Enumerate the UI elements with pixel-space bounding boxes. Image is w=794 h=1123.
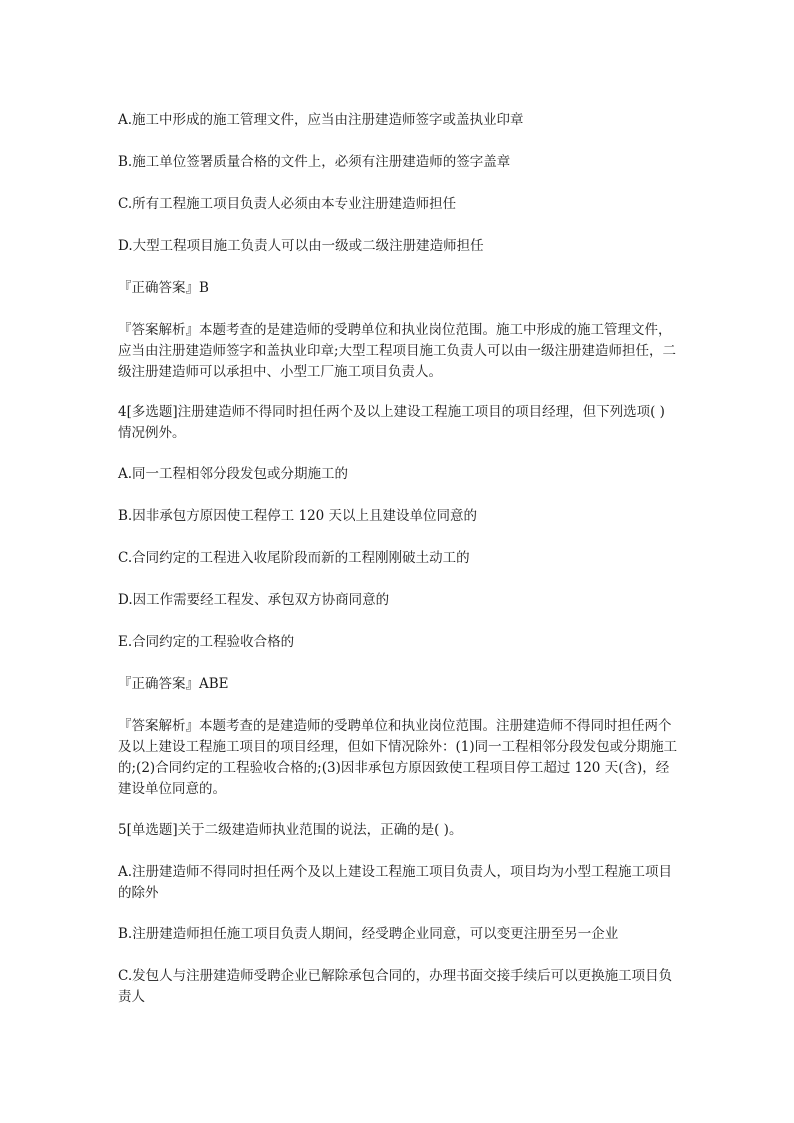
q5-option-a: A.注册建造师不得同时担任两个及以上建设工程施工项目负责人，项目均为小型工程施工项目的除外 [118, 864, 673, 901]
q3-option-a: A.施工中形成的施工管理文件，应当由注册建造师签字或盖执业印章 [118, 112, 524, 128]
q4-option-d: D.因工作需要经工程发、承包双方协商同意的 [118, 592, 390, 608]
q3-option-d: D.大型工程项目施工负责人可以由一级或二级注册建造师担任 [118, 238, 484, 254]
q4-question: 4[多选题]注册建造师不得同时担任两个及以上建设工程施工项目的项目经理，但下列选项( )情况例外。 [118, 404, 665, 441]
q5-option-c: C.发包人与注册建造师受聘企业已解除承包合同的，办理书面交接手续后可以更换施工项目负责人 [118, 968, 673, 1005]
q3-answer: 『正确答案』B [118, 280, 209, 296]
q5-question: 5[单选题]关于二级建造师执业范围的说法，正确的是( )。 [118, 822, 463, 838]
q4-option-b: B.因非承包方原因使工程停工 120 天以上且建设单位同意的 [118, 508, 478, 524]
q3-option-b: B.施工单位签署质量合格的文件上，必须有注册建造师的签字盖章 [118, 154, 511, 170]
q4-option-a: A.同一工程相邻分段发包或分期施工的 [118, 466, 349, 482]
q4-analysis: 『答案解析』本题考查的是建造师的受聘单位和执业岗位范围。注册建造师不得同时担任两个及以上建设工程施工项目的项目经理，但如下情况除外：(1)同一工程相邻分段发包或分期施工的;(2)合同约定的工程验收合格的;(3)因非承包方原因致使工程项目停工超过 120 天(含)，经建设单位同意的。 [118, 718, 678, 797]
q5-option-b: B.注册建造师担任施工项目负责人期间，经受聘企业同意，可以变更注册至另一企业 [118, 926, 619, 942]
q3-option-c: C.所有工程施工项目负责人必须由本专业注册建造师担任 [118, 196, 457, 212]
q3-analysis: 『答案解析』本题考查的是建造师的受聘单位和执业岗位范围。施工中形成的施工管理文件，应当由注册建造师签字和盖执业印章;大型工程项目施工负责人可以由一级注册建造师担任，二级注册建造师可以承担中、小型工厂施工项目负责人。 [118, 322, 677, 380]
q4-answer: 『正确答案』ABE [118, 676, 229, 692]
q4-option-c: C.合同约定的工程进入收尾阶段而新的工程刚刚破土动工的 [118, 550, 470, 566]
q4-option-e: E.合同约定的工程验收合格的 [118, 634, 295, 650]
